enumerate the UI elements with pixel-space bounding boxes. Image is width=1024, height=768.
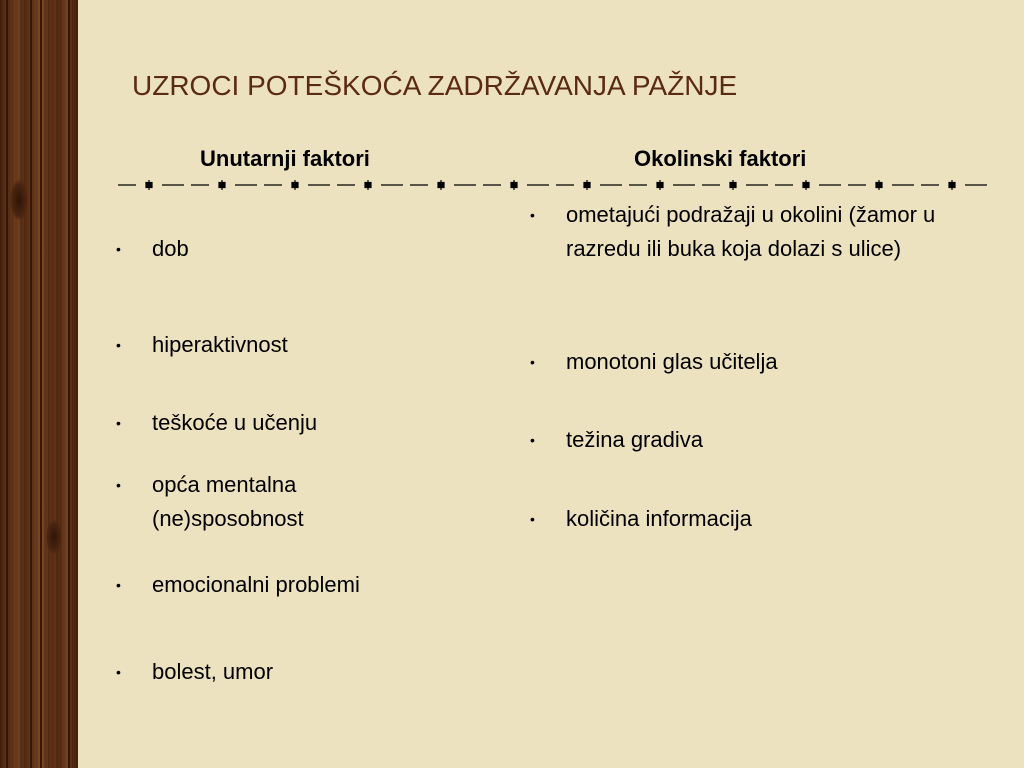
divider-dot — [292, 183, 298, 188]
divider-dot — [584, 183, 590, 188]
left-column-heading: Unutarnji faktori — [200, 146, 370, 171]
divider-dot — [219, 183, 225, 188]
list-item-text: težina gradiva — [566, 427, 703, 452]
list-item-text: dob — [152, 236, 189, 261]
list-item-text: količina informacija — [566, 506, 752, 531]
bullet-icon: • — [116, 664, 121, 680]
list-item-text: monotoni glas učitelja — [566, 349, 778, 374]
list-item-text: teškoće u učenju — [152, 410, 318, 435]
bullet-icon: • — [116, 577, 121, 593]
bullet-icon: • — [116, 241, 121, 257]
bullet-icon: • — [116, 477, 121, 493]
divider-dot — [438, 183, 444, 188]
slide-title: UZROCI POTEŠKOĆA ZADRŽAVANJA PAŽNJE — [132, 70, 738, 101]
wood-grain-line — [40, 0, 42, 768]
wood-grain-line — [6, 0, 8, 768]
bullet-icon: • — [530, 511, 535, 527]
divider-dot — [657, 183, 663, 188]
divider-dot — [511, 183, 517, 188]
bullet-icon: • — [530, 432, 535, 448]
bullet-icon: • — [530, 207, 535, 223]
divider-dot — [730, 183, 736, 188]
divider-dot — [949, 183, 955, 188]
dash-dot-divider — [118, 179, 990, 191]
divider-dot — [876, 183, 882, 188]
bullet-icon: • — [116, 337, 121, 353]
bullet-icon: • — [530, 354, 535, 370]
divider-dot — [365, 183, 371, 188]
list-item-text: opća mentalna (ne)sposobnost — [152, 472, 304, 531]
wood-border — [0, 0, 78, 768]
list-item-text: bolest, umor — [152, 659, 274, 684]
list-item-text: hiperaktivnost — [152, 332, 288, 357]
divider-dot — [146, 183, 152, 188]
list-item-text: emocionalni problemi — [152, 572, 360, 597]
list-item-text: ometajući podražaji u okolini (žamor u razredu ili buka koja dolazi s ulice) — [566, 202, 936, 261]
wood-knot — [46, 520, 62, 554]
right-column-heading: Okolinski faktori — [634, 146, 807, 171]
wood-knot — [10, 180, 28, 220]
bullet-icon: • — [116, 415, 121, 431]
divider-dot — [803, 183, 809, 188]
wood-grain-line — [68, 0, 70, 768]
slide-canvas — [78, 0, 1024, 768]
wood-grain-line — [30, 0, 32, 768]
